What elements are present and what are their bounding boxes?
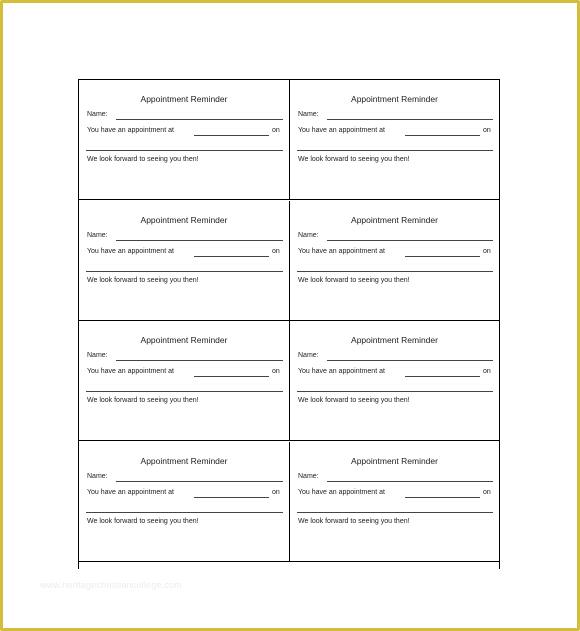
name-field-line[interactable] (116, 481, 283, 482)
date-field-line[interactable] (297, 271, 493, 272)
date-field-line[interactable] (86, 150, 283, 151)
card-title: Appointment Reminder (351, 214, 438, 225)
closing-text: We look forward to seeing you then! (298, 517, 410, 525)
name-field-line[interactable] (327, 481, 493, 482)
card-title: Appointment Reminder (351, 455, 438, 466)
date-field-line[interactable] (297, 512, 493, 513)
appointment-label: You have an appointment at (298, 368, 385, 375)
name-label: Name: (87, 352, 108, 359)
on-label: on (483, 247, 491, 255)
closing-text: We look forward to seeing you then! (298, 397, 410, 404)
name-label: Name: (298, 472, 319, 480)
closing-text: We look forward to seeing you then! (87, 397, 199, 404)
name-field-line[interactable] (327, 240, 493, 241)
on-label: on (483, 127, 491, 134)
card-title: Appointment Reminder (140, 214, 228, 225)
card-title: Appointment Reminder (140, 94, 228, 104)
name-field-line[interactable] (116, 119, 283, 120)
name-field-line[interactable] (327, 360, 493, 361)
appointment-label: You have an appointment at (87, 368, 174, 375)
reminder-card (79, 321, 290, 441)
reminder-card (79, 201, 290, 321)
closing-text: We look forward to seeing you then! (87, 517, 199, 525)
time-field-line[interactable] (405, 256, 480, 257)
reminder-card (79, 80, 290, 200)
reminder-card (290, 442, 499, 562)
reminder-card (290, 321, 499, 441)
reminder-card (290, 80, 499, 200)
time-field-line[interactable] (194, 497, 269, 498)
card-title: Appointment Reminder (140, 455, 228, 466)
appointment-label: You have an appointment at (298, 247, 385, 255)
name-label: Name: (298, 231, 319, 239)
name-field-line[interactable] (327, 119, 493, 120)
on-label: on (272, 247, 280, 255)
on-label: on (483, 488, 491, 496)
name-field-line[interactable] (116, 240, 283, 241)
time-field-line[interactable] (405, 135, 480, 136)
appointment-label: You have an appointment at (298, 488, 385, 496)
appointment-label: You have an appointment at (298, 127, 385, 134)
watermark: www.heritagechristiancollege.com (40, 580, 182, 590)
on-label: on (272, 488, 280, 496)
reminder-card (290, 201, 499, 321)
name-label: Name: (87, 472, 108, 480)
name-label: Name: (87, 111, 108, 118)
name-label: Name: (298, 352, 319, 359)
name-label: Name: (298, 111, 319, 118)
reminder-sheet (78, 79, 500, 569)
time-field-line[interactable] (194, 135, 269, 136)
date-field-line[interactable] (86, 271, 283, 272)
on-label: on (483, 368, 491, 375)
date-field-line[interactable] (297, 391, 493, 392)
appointment-label: You have an appointment at (87, 247, 174, 255)
card-title: Appointment Reminder (140, 335, 228, 345)
date-field-line[interactable] (86, 512, 283, 513)
closing-text: We look forward to seeing you then! (298, 276, 410, 284)
date-field-line[interactable] (86, 391, 283, 392)
date-field-line[interactable] (297, 150, 493, 151)
reminder-card (79, 442, 290, 562)
name-field-line[interactable] (116, 360, 283, 361)
card-title: Appointment Reminder (351, 335, 438, 345)
card-title: Appointment Reminder (351, 94, 438, 104)
appointment-label: You have an appointment at (87, 127, 174, 134)
time-field-line[interactable] (405, 497, 480, 498)
time-field-line[interactable] (194, 376, 269, 377)
time-field-line[interactable] (194, 256, 269, 257)
time-field-line[interactable] (405, 376, 480, 377)
closing-text: We look forward to seeing you then! (87, 156, 199, 163)
closing-text: We look forward to seeing you then! (298, 156, 410, 163)
name-label: Name: (87, 231, 108, 239)
closing-text: We look forward to seeing you then! (87, 276, 199, 284)
on-label: on (272, 368, 280, 375)
appointment-label: You have an appointment at (87, 488, 174, 496)
on-label: on (272, 127, 280, 134)
